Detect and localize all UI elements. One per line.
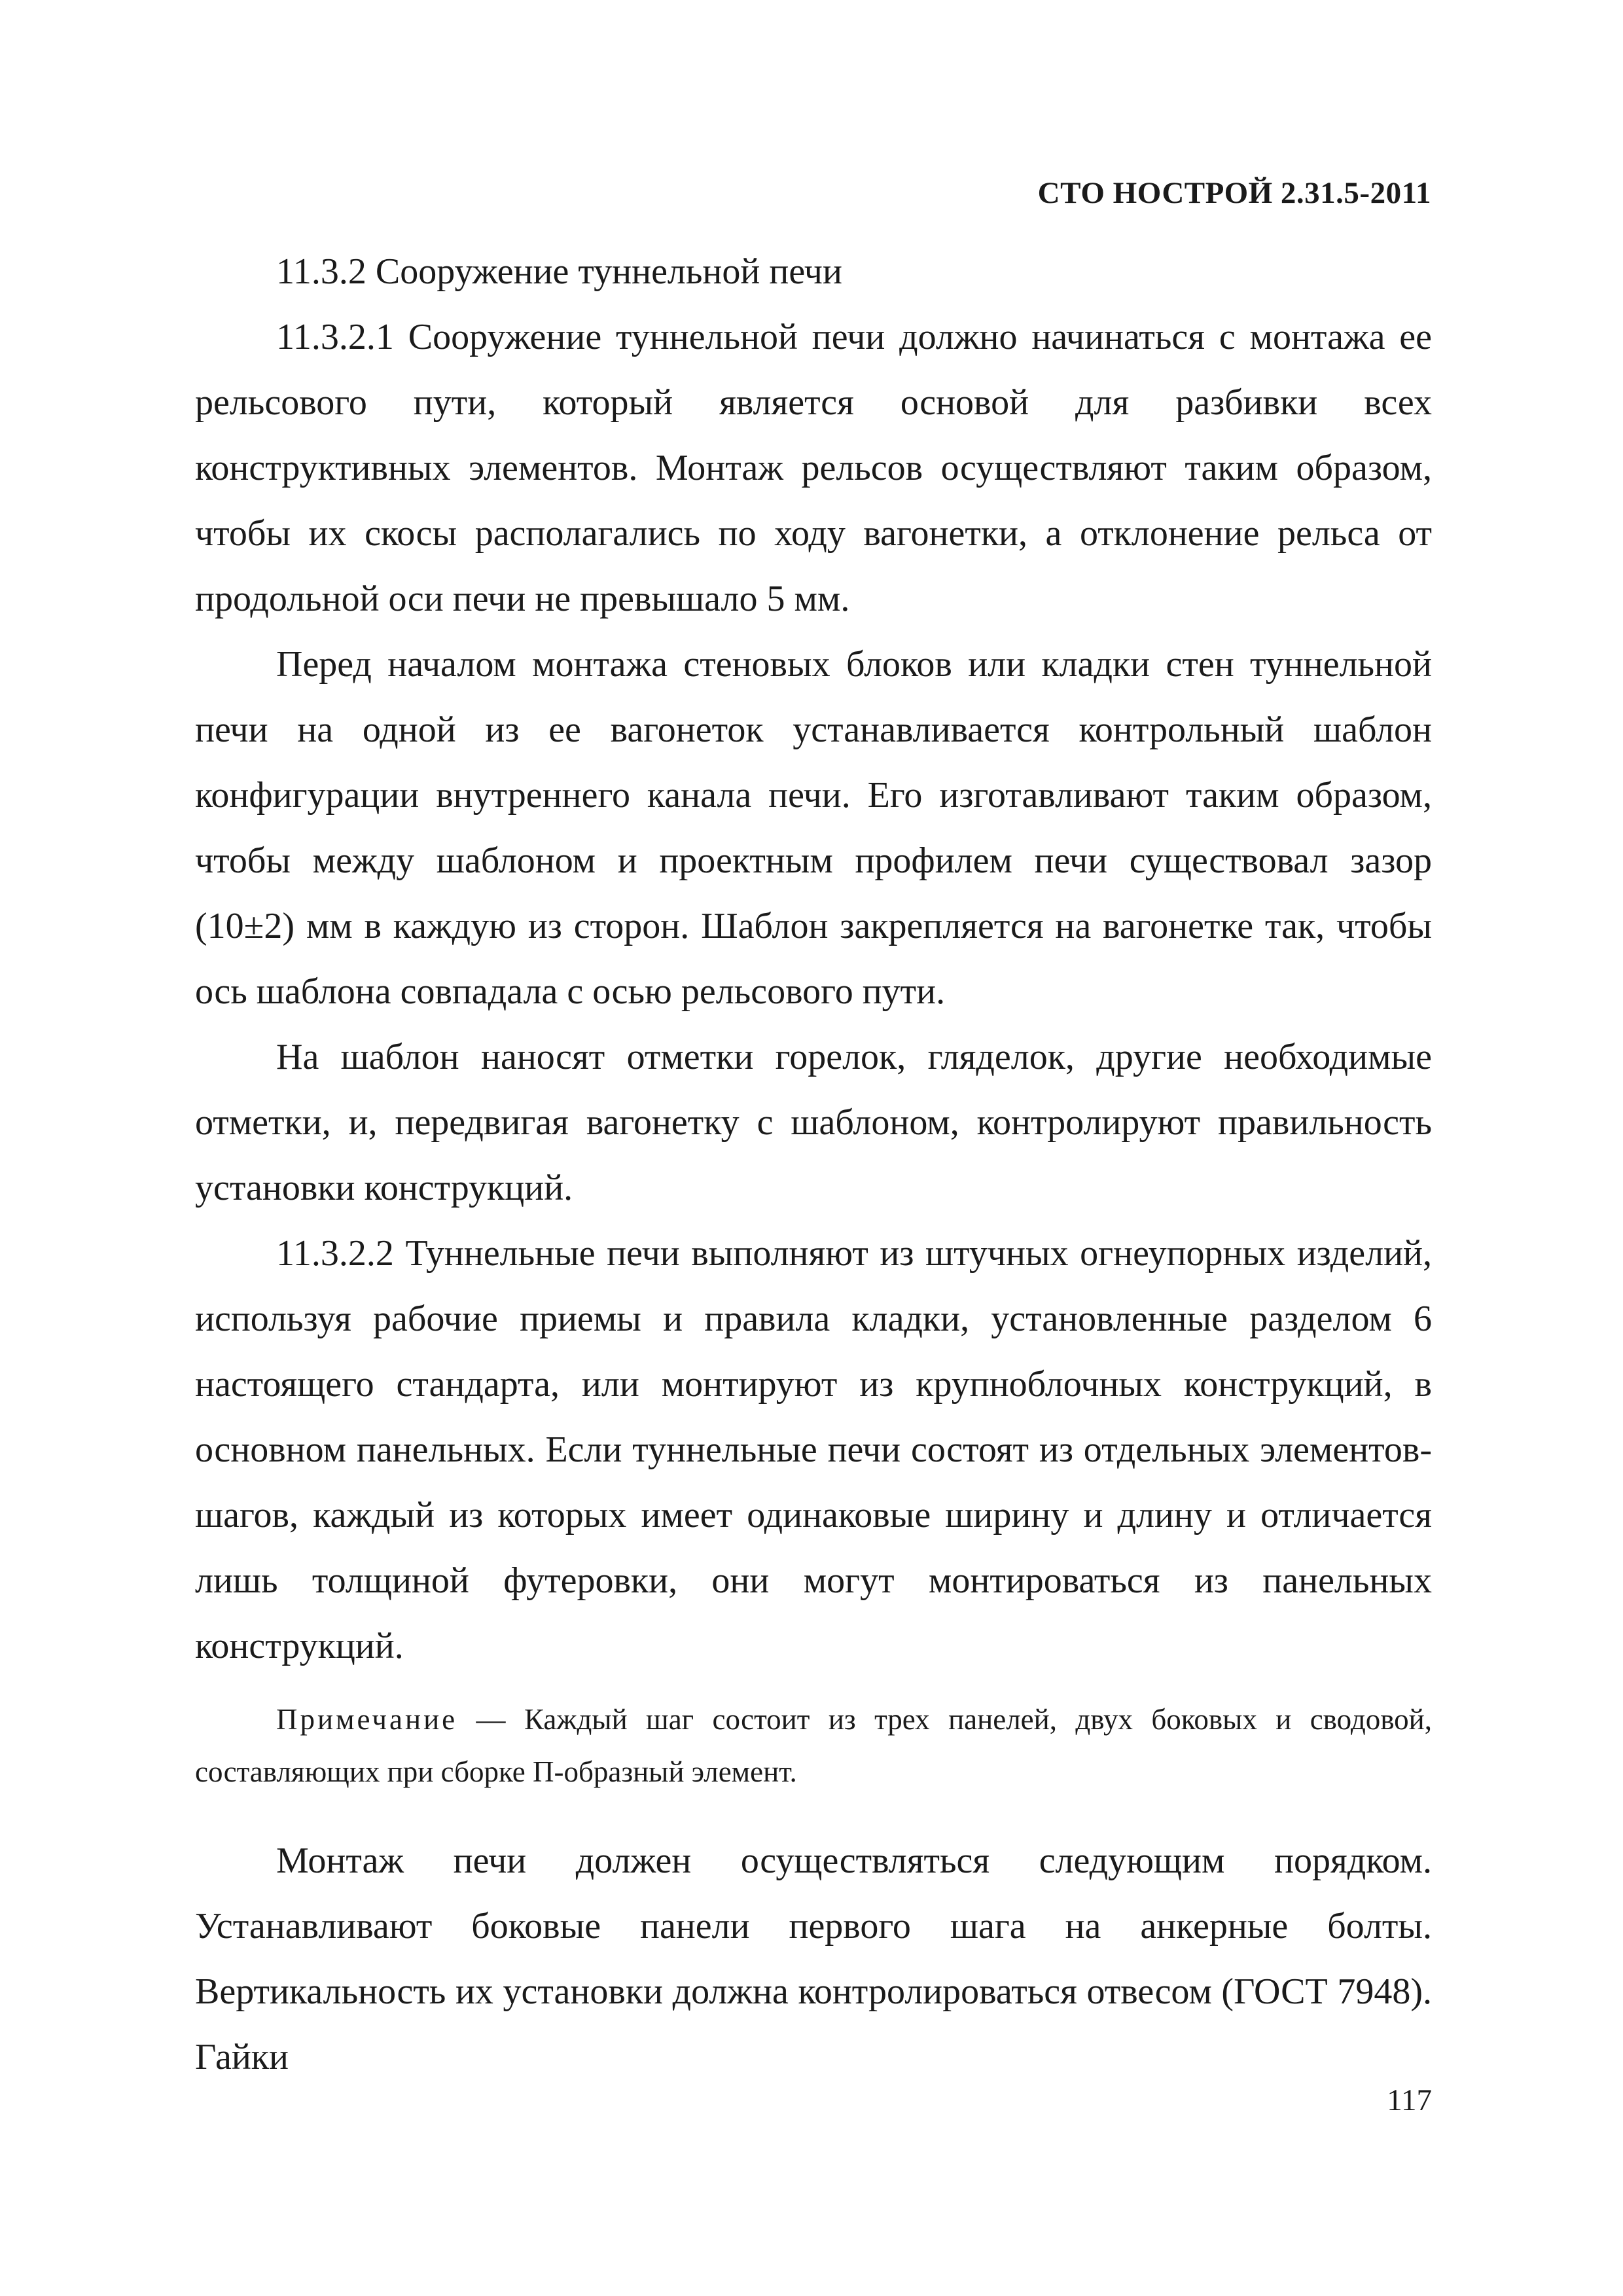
paragraph: Перед началом монтажа стеновых блоков или кладки стен туннельной печи на одной из ее вагонеток устанавливается контрольный шаблон конфигурации внутреннего канала печи. Его изготавливают таким образом, чтобы между шаблоном и проектным профилем печи существовал зазор (10±2) мм в каждую из сторон. Шаблон закрепляется на вагонетке так, чтобы ось шаблона совпадала с осью рельсового пути. — [195, 644, 1432, 1012]
note-label: Примечание — [276, 1703, 458, 1736]
paragraph: На шаблон наносят отметки горелок, гляделок, другие необходимые отметки, и, передвигая вагонетку с шаблоном, контролируют правильность установки конструкций. — [195, 1037, 1432, 1208]
section-title: 11.3.2 Сооружение туннельной печи — [276, 251, 842, 292]
page-body — [195, 239, 1432, 2090]
standard-header: СТО НОСТРОЙ 2.31.5-2011 — [1037, 176, 1431, 210]
page-number: 117 — [1387, 2083, 1432, 2117]
paragraph: Монтаж печи должен осуществляться следующим порядком. Устанавливают боковые панели первого шага на анкерные болты. Вертикальность их установки должна контролироваться отвесом (ГОСТ 7948). Гайки — [195, 1840, 1432, 2077]
note — [195, 1693, 1432, 1798]
paragraph: 11.3.2.2 Туннельные печи выполняют из штучных огнеупорных изделий, используя рабочие приемы и правила кладки, установленные разделом 6 настоящего стандарта, или монтируют из крупноблочных конструкций, в основном панельных. Если туннельные печи состоят из отдельных элементов-шагов, каждый из которых имеет одинаковые ширину и длину и отличается лишь толщиной футеровки, они могут монтироваться из панельных конструкций. — [195, 1233, 1432, 1666]
paragraph: 11.3.2.1 Сооружение туннельной печи должно начинаться с монтажа ее рельсового пути, который является основой для разбивки всех конструктивных элементов. Монтаж рельсов осуществляют таким образом, чтобы их скосы располагались по ходу вагонетки, а отклонение рельса от продольной оси печи не превышало 5 мм. — [195, 317, 1432, 619]
note-text: — Каждый шаг состоит из трех панелей, двух боковых и сводовой, составляющих при сборке П-образный элемент. — [195, 1703, 1432, 1788]
